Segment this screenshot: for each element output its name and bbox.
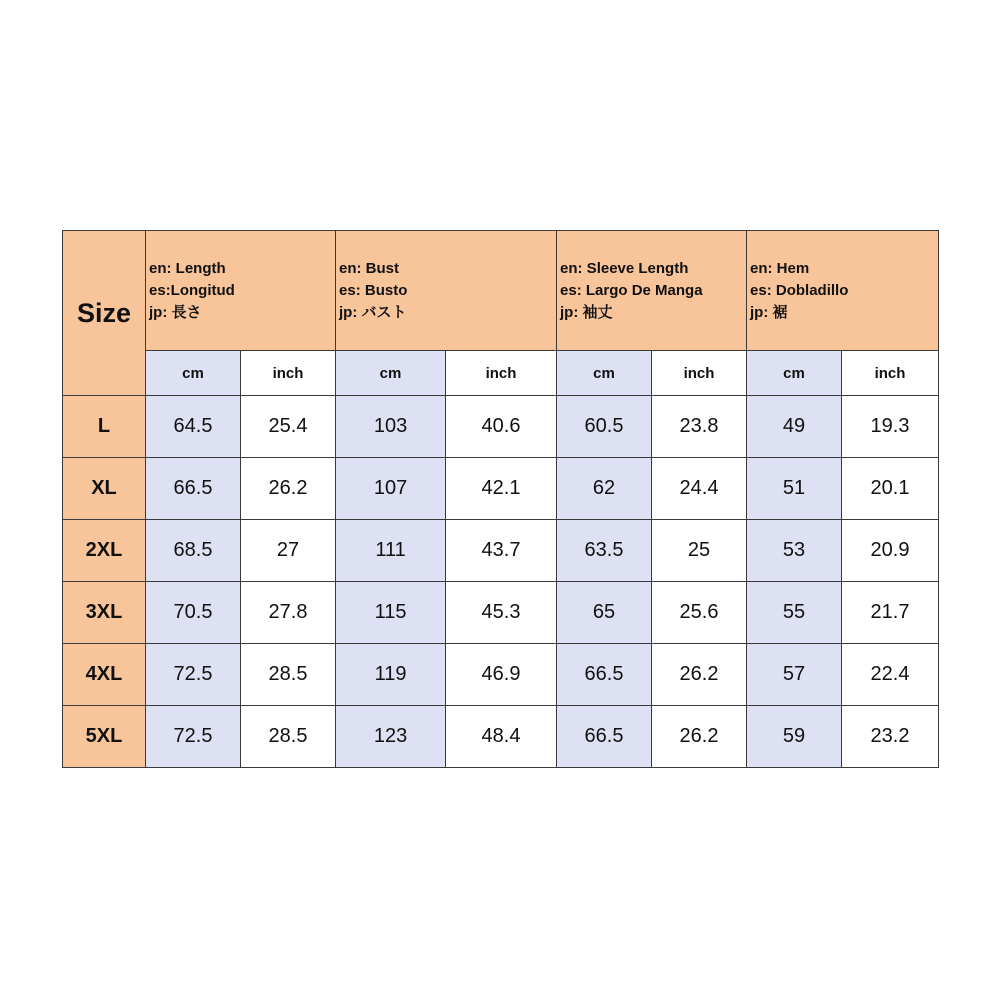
unit-header-cm: cm bbox=[747, 351, 842, 396]
value-cell-cm: 68.5 bbox=[146, 520, 241, 582]
table-row bbox=[63, 582, 939, 644]
unit-header-inch: inch bbox=[652, 351, 747, 396]
value-cell-cm: 72.5 bbox=[146, 644, 241, 706]
measure-line: es:Longitud bbox=[149, 281, 235, 299]
unit-header-row bbox=[63, 351, 939, 396]
size-label: 2XL bbox=[63, 520, 146, 582]
value-cell-cm: 107 bbox=[336, 458, 446, 520]
value-cell-inch: 25.6 bbox=[652, 582, 747, 644]
measure-header-length bbox=[146, 231, 336, 351]
measure-line: en: Sleeve Length bbox=[560, 259, 689, 277]
value-cell-cm: 66.5 bbox=[557, 706, 652, 768]
unit-header-inch: inch bbox=[842, 351, 939, 396]
value-cell-cm: 51 bbox=[747, 458, 842, 520]
value-cell-cm: 111 bbox=[336, 520, 446, 582]
value-cell-cm: 64.5 bbox=[146, 396, 241, 458]
value-cell-inch: 43.7 bbox=[446, 520, 557, 582]
value-cell-cm: 70.5 bbox=[146, 582, 241, 644]
measure-line: es: Dobladillo bbox=[750, 281, 849, 299]
value-cell-inch: 48.4 bbox=[446, 706, 557, 768]
unit-header-cm: cm bbox=[336, 351, 446, 396]
value-cell-inch: 20.1 bbox=[842, 458, 939, 520]
size-column-header: Size bbox=[63, 231, 146, 396]
size-label: 4XL bbox=[63, 644, 146, 706]
measure-header-bust bbox=[336, 231, 557, 351]
measure-header-sleeve-length bbox=[557, 231, 747, 351]
value-cell-inch: 45.3 bbox=[446, 582, 557, 644]
value-cell-cm: 119 bbox=[336, 644, 446, 706]
value-cell-inch: 25 bbox=[652, 520, 747, 582]
measure-line: jp: 長さ bbox=[149, 303, 202, 321]
value-cell-inch: 23.2 bbox=[842, 706, 939, 768]
measure-line: en: Length bbox=[149, 259, 226, 277]
value-cell-cm: 62 bbox=[557, 458, 652, 520]
value-cell-inch: 26.2 bbox=[241, 458, 336, 520]
value-cell-cm: 65 bbox=[557, 582, 652, 644]
value-cell-cm: 103 bbox=[336, 396, 446, 458]
unit-header-cm: cm bbox=[146, 351, 241, 396]
table-row bbox=[63, 706, 939, 768]
value-cell-inch: 21.7 bbox=[842, 582, 939, 644]
measure-line: es: Busto bbox=[339, 281, 408, 299]
measure-line: en: Bust bbox=[339, 259, 400, 277]
size-label: XL bbox=[63, 458, 146, 520]
value-cell-cm: 123 bbox=[336, 706, 446, 768]
value-cell-cm: 63.5 bbox=[557, 520, 652, 582]
unit-header-cm: cm bbox=[557, 351, 652, 396]
value-cell-inch: 23.8 bbox=[652, 396, 747, 458]
table-row bbox=[63, 458, 939, 520]
size-chart-table bbox=[62, 230, 939, 768]
size-label: 3XL bbox=[63, 582, 146, 644]
measure-header-hem bbox=[747, 231, 939, 351]
measure-line: en: Hem bbox=[750, 259, 810, 277]
value-cell-inch: 42.1 bbox=[446, 458, 557, 520]
measure-line: es: Largo De Manga bbox=[560, 281, 703, 299]
value-cell-inch: 24.4 bbox=[652, 458, 747, 520]
measure-header-row bbox=[63, 231, 939, 351]
value-cell-inch: 40.6 bbox=[446, 396, 557, 458]
unit-header-inch: inch bbox=[446, 351, 557, 396]
table-row bbox=[63, 396, 939, 458]
value-cell-cm: 49 bbox=[747, 396, 842, 458]
value-cell-inch: 46.9 bbox=[446, 644, 557, 706]
unit-header-inch: inch bbox=[241, 351, 336, 396]
value-cell-cm: 59 bbox=[747, 706, 842, 768]
value-cell-inch: 28.5 bbox=[241, 706, 336, 768]
value-cell-cm: 53 bbox=[747, 520, 842, 582]
value-cell-inch: 26.2 bbox=[652, 644, 747, 706]
measure-line: jp: 裾 bbox=[750, 303, 788, 321]
size-label: 5XL bbox=[63, 706, 146, 768]
value-cell-cm: 55 bbox=[747, 582, 842, 644]
measure-line: jp: 袖丈 bbox=[560, 303, 613, 321]
value-cell-inch: 19.3 bbox=[842, 396, 939, 458]
measure-line: jp: バスト bbox=[339, 303, 407, 321]
value-cell-inch: 25.4 bbox=[241, 396, 336, 458]
value-cell-inch: 26.2 bbox=[652, 706, 747, 768]
value-cell-cm: 72.5 bbox=[146, 706, 241, 768]
value-cell-inch: 22.4 bbox=[842, 644, 939, 706]
table-row bbox=[63, 644, 939, 706]
value-cell-cm: 60.5 bbox=[557, 396, 652, 458]
value-cell-cm: 66.5 bbox=[146, 458, 241, 520]
value-cell-cm: 66.5 bbox=[557, 644, 652, 706]
value-cell-inch: 20.9 bbox=[842, 520, 939, 582]
size-label: L bbox=[63, 396, 146, 458]
value-cell-cm: 115 bbox=[336, 582, 446, 644]
table-row bbox=[63, 520, 939, 582]
value-cell-cm: 57 bbox=[747, 644, 842, 706]
value-cell-inch: 27 bbox=[241, 520, 336, 582]
value-cell-inch: 27.8 bbox=[241, 582, 336, 644]
value-cell-inch: 28.5 bbox=[241, 644, 336, 706]
